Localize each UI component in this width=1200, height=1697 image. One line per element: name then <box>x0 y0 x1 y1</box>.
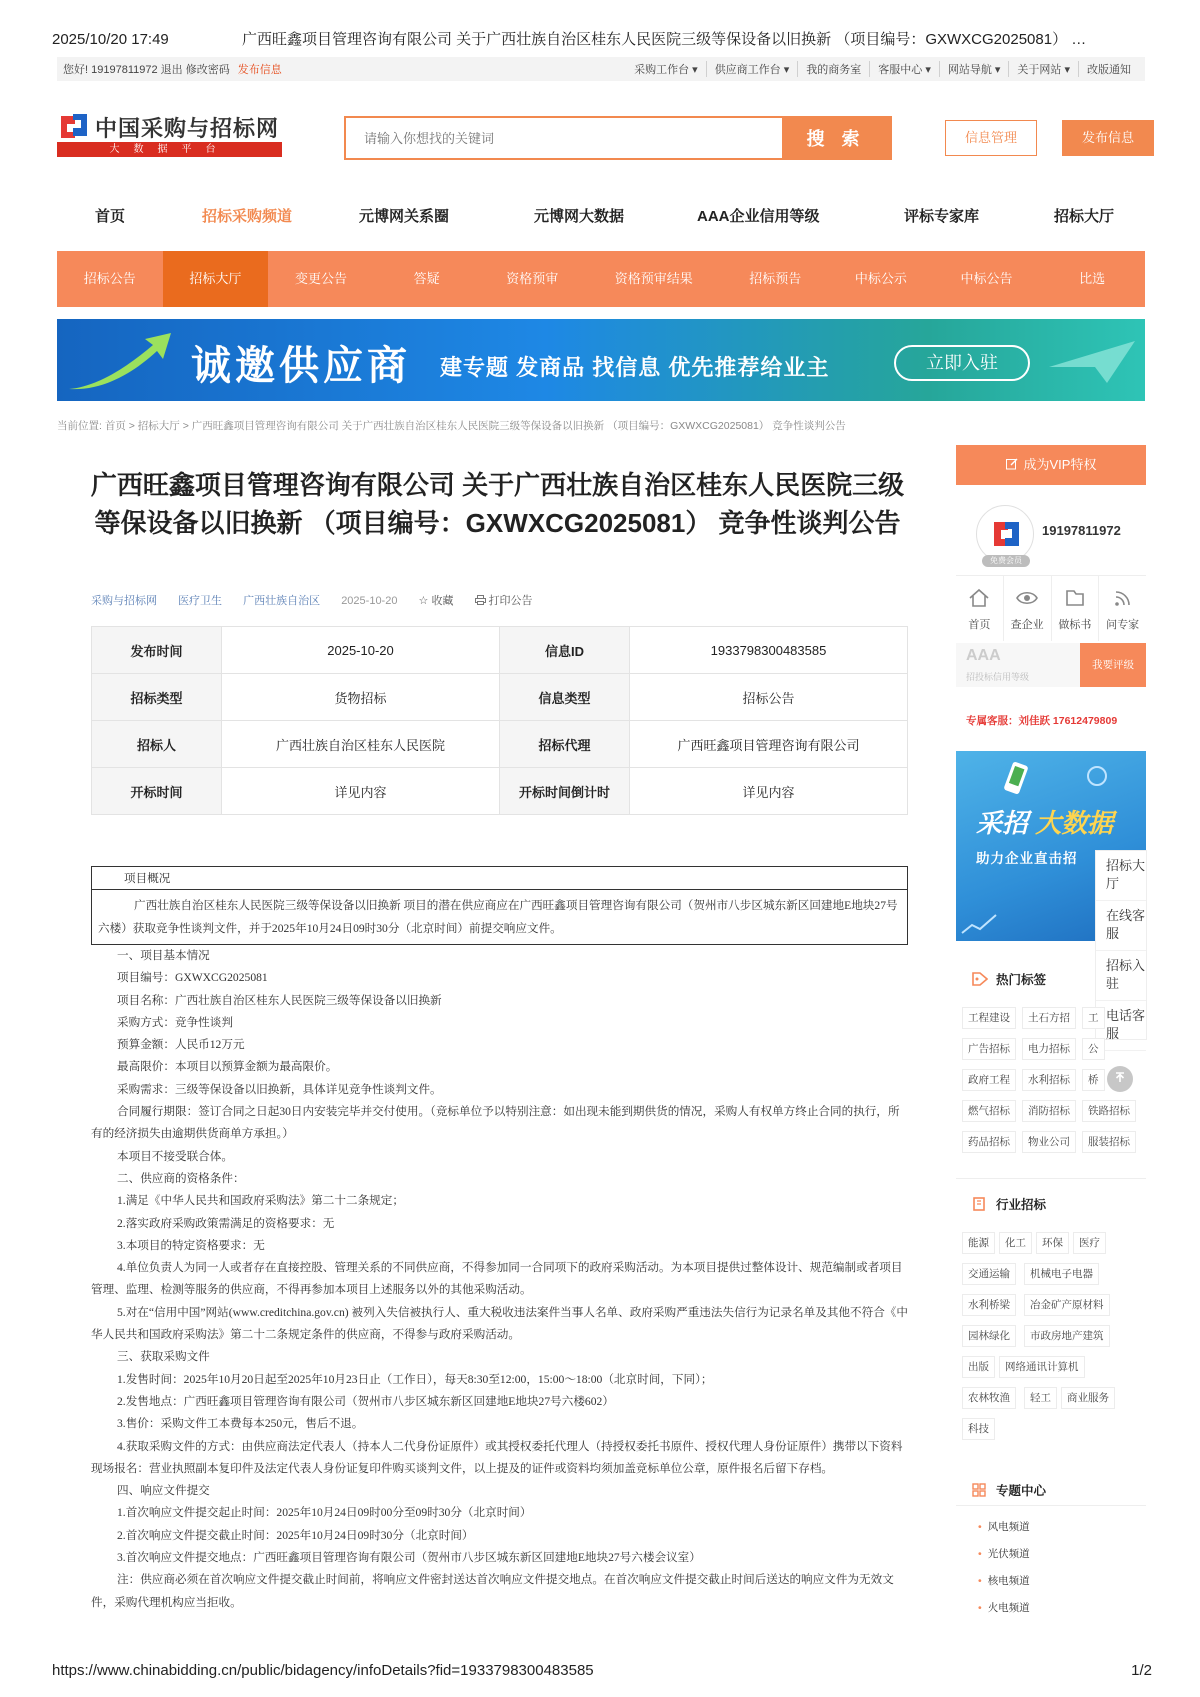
folder-icon <box>1064 588 1086 608</box>
plane-graphic-icon <box>1047 337 1137 387</box>
logo-subtitle: 大数据平台 <box>57 142 282 157</box>
aaa-title: AAA <box>966 647 1001 664</box>
ad-headline-accent: 大数据 <box>1035 808 1114 838</box>
announcement-paragraph: 采购方式：竞争性谈判 <box>117 1015 233 1029</box>
ad-headline <box>976 803 1113 840</box>
topbar-link-about[interactable]: 关于网站 ▾ <box>1008 61 1078 77</box>
book-icon <box>972 1197 986 1211</box>
announcement-paragraph: 4.获取采购文件的方式：由供应商法定代表人（持本人二代身份证原件）或其授权委托代理人（持授权委托书原件、授权代理人身份证原件）携带以下资料现场报名：营业执照副本复印件及法定代表人身份证复印件购买谈判文件，以上提及的证件或资料均须加盖竞标单位公章，原件报名后留下存档。 <box>91 1439 903 1475</box>
table-value: 详见内容 <box>630 768 908 815</box>
main-nav-bigdata[interactable]: 元博网大数据 <box>534 208 625 225</box>
table-key: 招标人 <box>92 721 222 768</box>
site-logo[interactable] <box>57 108 282 160</box>
table-value: 招标公告 <box>630 674 908 721</box>
sub-nav-prequal-result[interactable]: 资格预审结果 <box>614 271 693 286</box>
meta-region-link[interactable]: 广西壮族自治区 <box>243 595 321 607</box>
ad-subline: 助力企业直击招 <box>976 851 1078 866</box>
topbar-link-sitenav[interactable]: 网站导航 ▾ <box>939 61 1009 77</box>
back-to-top-button[interactable] <box>1107 1066 1133 1092</box>
industry-tag[interactable]: 农林牧渔 <box>962 1387 1016 1409</box>
article-meta <box>91 592 911 608</box>
industry-tag[interactable]: 机械电子电器 <box>1024 1263 1099 1285</box>
logo-title: 中国采购与招标网 <box>95 116 280 141</box>
tag[interactable]: 药品招标 <box>962 1131 1016 1153</box>
table-row <box>92 721 908 768</box>
announcement-paragraph: 2.落实政府采购政策需满足的资格要求：无 <box>117 1216 335 1230</box>
quick-link-label: 问专家 <box>1106 619 1140 631</box>
announcement-paragraph: 注：供应商必须在首次响应文件提交截止时间前，将响应文件密封送达首次响应文件提交地点。在首次响应文件提交截止时间后送达的响应文件为无效文件，采购代理机构应当拒收。 <box>91 1573 894 1609</box>
announcement-paragraph: 3.售价：采购文件工本费每本250元，售后不退。 <box>117 1417 364 1431</box>
tag[interactable]: 物业公司 <box>1022 1131 1076 1153</box>
print-url[interactable]: https://www.chinabidding.cn/public/bidagency/infoDetails?fid=1933798300483585 <box>52 1662 594 1679</box>
phone-graphic-icon <box>1002 761 1030 797</box>
top-bar <box>57 57 1145 81</box>
topbar-link-purchaser[interactable]: 采购工作台 ▾ <box>634 64 698 76</box>
topbar-link-supplier[interactable]: 供应商工作台 ▾ <box>706 61 798 77</box>
announcement-paragraph: 1.首次响应文件提交起止时间：2025年10月24日09时00分至09时30分（北京时间） <box>117 1506 532 1520</box>
tag[interactable]: 水利招标 <box>1022 1069 1076 1091</box>
topbar-link-office[interactable]: 我的商务室 <box>797 61 869 77</box>
divider <box>956 1178 1146 1179</box>
banner-join-button[interactable]: 立即入驻 <box>894 345 1030 381</box>
quick-link-label: 首页 <box>968 619 991 631</box>
tag-icon <box>972 972 988 986</box>
divider <box>956 1505 1146 1506</box>
aaa-rating-box <box>956 643 1146 687</box>
industry-title: 行业招标 <box>996 1198 1047 1212</box>
table-value: 广西旺鑫项目管理咨询有限公司 <box>630 721 908 768</box>
article-title <box>85 466 910 542</box>
quick-link-label: 查企业 <box>1010 619 1044 631</box>
industry-tag[interactable]: 冶金矿产原材料 <box>1024 1294 1110 1316</box>
sub-nav-award-publicity[interactable]: 中标公示 <box>854 271 907 286</box>
project-overview-box <box>91 866 908 945</box>
tag[interactable]: 燃气招标 <box>962 1100 1016 1122</box>
sub-nav-award-notice[interactable]: 中标公告 <box>960 271 1013 286</box>
announcement-paragraph: 3.本项目的特定资格要求：无 <box>117 1238 265 1252</box>
announcement-paragraph: 最高限价：本项目以预算金额为最高限价。 <box>117 1060 338 1074</box>
user-card <box>956 493 1146 583</box>
announcement-paragraph: 预算金额：人民币12万元 <box>117 1038 245 1052</box>
user-id: 19197811972 <box>1042 523 1121 538</box>
search-bar <box>344 116 892 160</box>
printer-icon <box>475 595 486 605</box>
table-value: 2025-10-20 <box>222 627 500 674</box>
sub-nav-forecast[interactable]: 招标预告 <box>749 271 802 286</box>
meta-industry-link[interactable]: 医疗卫生 <box>178 595 223 607</box>
overview-heading: 项目概况 <box>92 867 907 890</box>
tag[interactable]: 土石方招 <box>1022 1007 1076 1029</box>
tag[interactable]: 电力招标 <box>1022 1038 1076 1060</box>
topic-link[interactable]: • 核电频道 <box>978 1573 1030 1600</box>
main-nav-relations[interactable]: 元博网关系圈 <box>359 208 450 225</box>
table-key: 招标类型 <box>92 674 222 721</box>
industry-tags <box>962 1232 1146 1452</box>
edit-icon <box>1006 458 1018 470</box>
announcement-paragraph: 4.单位负责人为同一人或者存在直接控股、管理关系的不同供应商，不得参加同一合同项下的政府采购活动。为本项目提供过整体设计、规范编制或者项目管理、监理、检测等服务的供应商，不得再参加本项目上述服务以外的其他采购活动。 <box>91 1261 903 1297</box>
announcement-paragraph: 3.首次响应文件提交地点：广西旺鑫项目管理咨询有限公司（贺州市八步区城东新区回建地E地块27号六楼会议室） <box>117 1551 701 1565</box>
announcement-paragraph: 5.对在“信用中国”网站(www.creditchina.gov.cn) 被列入失信被执行人、重大税收违法案件当事人名单、政府采购严重违法失信行为记录名单及其他不符合《中华人民共和国政府采购法》第二十二条规定条件的供应商，不得参与政府采购活动。 <box>91 1305 908 1342</box>
industry-tag[interactable]: 水利桥梁 <box>962 1294 1016 1316</box>
overview-text: 广西壮族自治区桂东人民医院三级等保设备以旧换新 项目的潜在供应商应在广西旺鑫项目管理咨询有限公司（贺州市八步区城东新区回建地E地块27号六楼）获取竞争性谈判文件，并于2025年10月24日09时30分（北京时间）前提交响应文件。 <box>98 899 898 935</box>
hot-tags-title: 热门标签 <box>996 973 1047 987</box>
quick-links <box>956 575 1146 641</box>
industry-tag[interactable]: 园林绿化 <box>962 1325 1016 1347</box>
sub-nav-tender-hall[interactable]: 招标大厅 <box>163 251 269 307</box>
industry-tag[interactable]: 环保 <box>1036 1232 1069 1254</box>
tag[interactable]: 政府工程 <box>962 1069 1016 1091</box>
bid-info-table <box>91 626 908 815</box>
tag[interactable]: 铁路招标 <box>1082 1100 1136 1122</box>
home-icon <box>968 588 990 608</box>
industry-tag[interactable]: 市政房地产建筑 <box>1024 1325 1110 1347</box>
float-online-service[interactable]: 在线客服 <box>1096 901 1146 951</box>
announcement-paragraph: 1.满足《中华人民共和国政府采购法》第二十二条规定； <box>117 1194 404 1208</box>
arrow-up-icon <box>1113 1070 1127 1084</box>
tag[interactable]: 工程建设 <box>962 1007 1016 1029</box>
announcement-paragraphs <box>91 945 908 1614</box>
industry-tag[interactable]: 科技 <box>962 1418 995 1440</box>
arrow-graphic-icon <box>65 329 175 395</box>
topic-heading <box>972 1481 1046 1499</box>
industry-tag[interactable]: 出版 <box>962 1356 995 1378</box>
topbar-publish-link[interactable]: 发布信息 <box>237 64 282 76</box>
banner-headline: 诚邀供应商 <box>191 344 411 388</box>
announcement-paragraph: 2.首次响应文件提交截止时间：2025年10月24日09时30分（北京时间） <box>117 1528 474 1542</box>
main-nav-home[interactable]: 首页 <box>95 208 126 225</box>
announcement-paragraph: 项目名称：广西壮族自治区桂东人民医院三级等保设备以旧换新 <box>117 993 442 1007</box>
member-badge: 免费会员 <box>982 555 1030 567</box>
float-tender-hall[interactable]: 招标大厅 <box>1096 851 1146 901</box>
print-button-label: 打印公告 <box>488 595 533 607</box>
banner-tagline: 建专题 发商品 找信息 优先推荐给业主 <box>440 355 830 380</box>
float-phone-service[interactable]: 电话客服 <box>1096 1001 1146 1051</box>
cloud-graphic-icon <box>1082 765 1112 787</box>
topbar-links <box>626 61 1139 77</box>
info-manage-button[interactable]: 信息管理 <box>945 120 1037 156</box>
announcement-paragraph: 采购需求：三级等保设备以旧换新，具体详见竞争性谈判文件。 <box>117 1082 442 1096</box>
table-value: 货物招标 <box>222 674 500 721</box>
tag[interactable]: 工 <box>1082 1007 1105 1029</box>
topic-link[interactable]: • 火电频道 <box>978 1600 1030 1627</box>
main-nav-credit[interactable]: AAA企业信用等级 <box>697 208 820 225</box>
announcement-paragraph: 二、供应商的资格条件： <box>117 1171 245 1185</box>
print-header <box>52 28 1152 49</box>
main-nav-hall[interactable]: 招标大厅 <box>1054 208 1115 225</box>
industry-tag[interactable]: 网络通讯计算机 <box>999 1356 1085 1378</box>
announcement-paragraph: 1.发售时间：2025年10月20日起至2025年10月23日止（工作日），每天8:30至12:00，15:00～18:00（北京时间，下同）； <box>117 1372 713 1386</box>
print-footer <box>52 1662 1152 1679</box>
table-value: 广西壮族自治区桂东人民医院 <box>222 721 500 768</box>
main-nav-bidding-channel[interactable]: 招标采购频道 <box>202 208 293 225</box>
print-doc-title: 广西旺鑫项目管理咨询有限公司 关于广西壮族自治区桂东人民医院三级等保设备以旧换新 （项目编号：GXWXCG2025081） … <box>242 31 1087 48</box>
meta-date: 2025-10-20 <box>341 595 398 607</box>
logo-mark-icon <box>57 112 91 140</box>
topic-title: 专题中心 <box>996 1484 1047 1498</box>
dedicated-service[interactable]: 专属客服：刘佳跃 17612479809 <box>966 715 1118 727</box>
table-row <box>92 674 908 721</box>
table-value: 详见内容 <box>222 768 500 815</box>
topic-list <box>978 1519 1030 1627</box>
announcement-paragraph: 2.发售地点：广西旺鑫项目管理咨询有限公司（贺州市八步区城东新区回建地E地块27号六楼602） <box>117 1394 614 1408</box>
grid-icon <box>972 1483 986 1497</box>
announcement-paragraph: 合同履行期限：签订合同之日起30日内安装完毕并交付使用。（竞标单位予以特别注意：如出现未能到期供货的情况，采购人有权单方终止合同的执行，所有的经济损失由逾期供货商单方承担。） <box>91 1105 900 1141</box>
quick-link-label: 做标书 <box>1058 619 1092 631</box>
table-key: 招标代理 <box>500 721 630 768</box>
table-key: 开标时间 <box>92 768 222 815</box>
vip-label: 成为VIP特权 <box>1023 457 1097 472</box>
quick-link-bid-doc[interactable] <box>1052 576 1100 641</box>
table-row <box>92 627 908 674</box>
announcement-paragraph: 一、项目基本情况 <box>117 949 210 962</box>
tag[interactable]: 服装招标 <box>1082 1131 1136 1153</box>
quick-link-company[interactable] <box>1004 576 1052 641</box>
ad-headline-text: 采招 <box>976 808 1029 838</box>
breadcrumb: 当前位置: 首页 > 招标大厅 > 广西旺鑫项目管理咨询有限公司 关于广西壮族自治区桂东人民医院三级等保设备以旧换新 （项目编号：GXWXCG2025081） 竞争性谈判公告 <box>57 420 846 432</box>
vip-button[interactable] <box>956 445 1146 485</box>
announcement-paragraph: 四、响应文件提交 <box>117 1484 210 1498</box>
tag[interactable]: 公 <box>1082 1038 1105 1060</box>
tag[interactable]: 消防招标 <box>1022 1100 1076 1122</box>
sub-nav-tender-notice[interactable]: 招标公告 <box>83 271 136 286</box>
topbar-link-service[interactable]: 客服中心 ▾ <box>869 61 939 77</box>
announcement-body <box>91 866 908 1614</box>
request-rating-button[interactable]: 我要评级 <box>1080 643 1146 687</box>
industry-tag[interactable]: 医疗 <box>1073 1232 1106 1254</box>
industry-tag[interactable]: 化工 <box>999 1232 1032 1254</box>
eye-icon <box>1016 588 1038 608</box>
hot-tags-heading <box>972 970 1046 988</box>
print-button[interactable] <box>475 595 551 607</box>
announcement-paragraph: 项目编号：GXWXCG2025081 <box>117 971 268 985</box>
table-value: 1933798300483585 <box>630 627 908 674</box>
industry-heading <box>972 1195 1046 1213</box>
sub-nav-prequal[interactable]: 资格预审 <box>506 271 559 286</box>
table-key: 信息类型 <box>500 674 630 721</box>
table-key: 开标时间倒计时 <box>500 768 630 815</box>
sub-nav <box>57 251 1145 307</box>
article-title-line-2: 等保设备以旧换新 （项目编号：GXWXCG2025081） 竞争性谈判公告 <box>94 508 901 538</box>
table-key: 发布时间 <box>92 627 222 674</box>
aaa-subtitle: 招投标信用等级 <box>966 672 1030 682</box>
search-button[interactable]: 搜 索 <box>782 118 890 158</box>
industry-tag[interactable]: 商业服务 <box>1061 1387 1115 1409</box>
float-bid-register[interactable]: 招标入驻 <box>1096 951 1146 1001</box>
chart-graphic-icon <box>960 911 1000 935</box>
search-input[interactable] <box>346 118 782 158</box>
print-datetime: 2025/10/20 17:49 <box>52 31 169 48</box>
sub-nav-change-notice[interactable]: 变更公告 <box>295 271 348 286</box>
sub-nav-selection[interactable]: 比选 <box>1079 271 1106 286</box>
print-page-number: 1/2 <box>1131 1662 1152 1679</box>
main-nav <box>57 205 1145 231</box>
sub-nav-qa[interactable]: 答疑 <box>413 271 440 286</box>
supplier-banner[interactable] <box>57 319 1145 401</box>
topic-link[interactable]: • 风电频道 <box>978 1519 1030 1546</box>
table-key: 信息ID <box>500 627 630 674</box>
meta-site-link[interactable]: 采购与招标网 <box>91 595 157 607</box>
main-nav-experts[interactable]: 评标专家库 <box>904 208 980 225</box>
favorite-button[interactable]: ☆ 收藏 <box>418 595 454 607</box>
industry-tag[interactable]: 能源 <box>962 1232 995 1254</box>
publish-info-button[interactable]: 发布信息 <box>1062 120 1154 156</box>
industry-tag[interactable]: 轻工 <box>1024 1387 1057 1409</box>
user-greeting[interactable]: 您好! 19197811972 退出 修改密码 <box>63 64 230 76</box>
tag[interactable]: 桥 <box>1082 1069 1105 1091</box>
announcement-paragraph: 本项目不接受联合体。 <box>117 1149 233 1163</box>
topbar-link-notice[interactable]: 改版通知 <box>1078 61 1139 77</box>
announcement-paragraph: 三、获取采购文件 <box>117 1350 210 1364</box>
table-row <box>92 768 908 815</box>
tag[interactable]: 广告招标 <box>962 1038 1016 1060</box>
article-title-line-1: 广西旺鑫项目管理咨询有限公司 关于广西壮族自治区桂东人民医院三级 <box>90 470 905 500</box>
quick-link-expert[interactable] <box>1099 576 1146 641</box>
rss-icon <box>1112 588 1134 608</box>
quick-link-home[interactable] <box>956 576 1004 641</box>
industry-tag[interactable]: 交通运输 <box>962 1263 1016 1285</box>
topic-link[interactable]: • 光伏频道 <box>978 1546 1030 1573</box>
